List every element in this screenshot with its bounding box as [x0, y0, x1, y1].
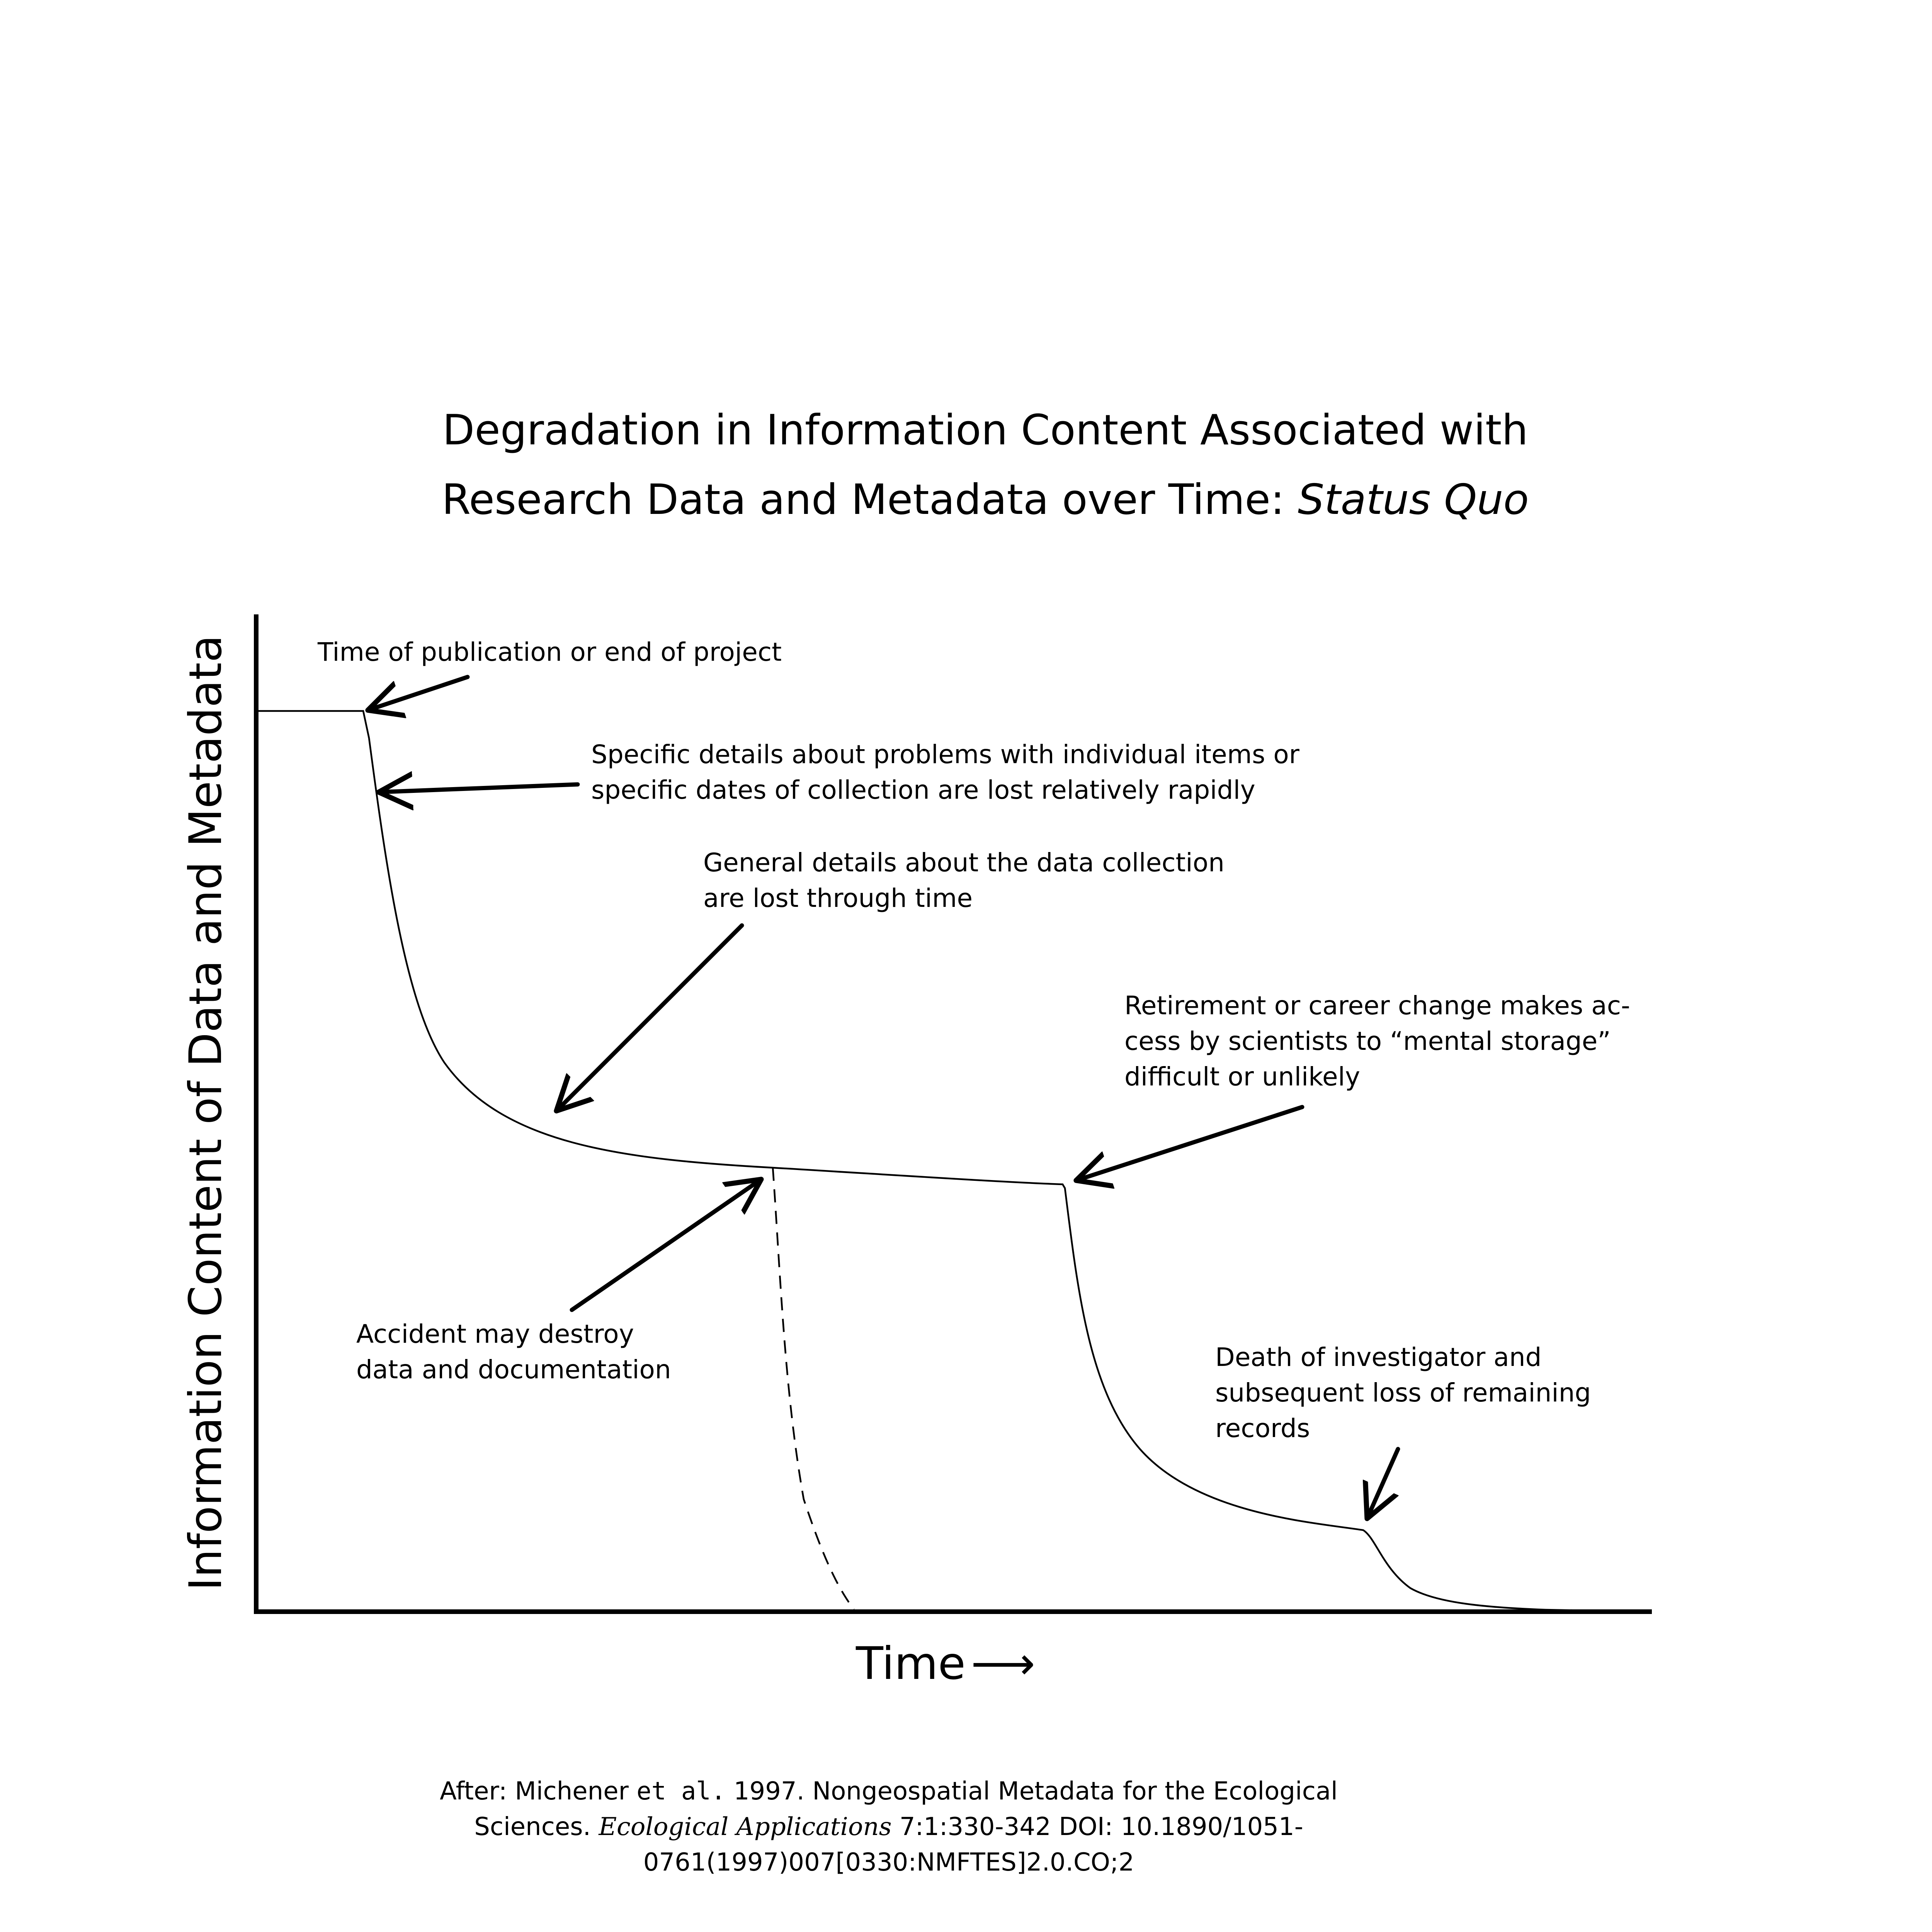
citation-etal: et al. [636, 1777, 726, 1806]
annotation-specific-line-1: Specific details about problems with individual items or [591, 740, 1299, 769]
arrow-accident [572, 1179, 761, 1310]
accident-dashed-curve [773, 1168, 854, 1609]
annotation-general-details [703, 848, 1233, 913]
citation-details: 7:1:330-342 DOI: 10.1890/1051-0761(1997)007[0330:NMFTES]2.0.CO;2 [643, 1813, 1303, 1877]
arrow-retirement [1076, 1107, 1302, 1180]
right-arrow-icon: ⟶ [971, 1638, 1036, 1690]
annotation-death-line-3: records [1215, 1413, 1310, 1443]
annotation-retirement-line-1: Retirement or career change makes ac- [1124, 991, 1630, 1020]
arrow-general-details [556, 925, 742, 1111]
title-line-2-text: Research Data and Metadata over Time: [442, 476, 1298, 524]
x-axis-label-text: Time [856, 1638, 966, 1690]
title-line-1: Degradation in Information Content Associated with [442, 406, 1528, 454]
arrow-specific-details [379, 784, 578, 792]
x-axis-label [855, 1638, 1035, 1690]
annotation-general-line-1: General details about the data collection [703, 848, 1225, 878]
annotation-accident-line-2: data and documentation [356, 1355, 671, 1384]
title-emphasis: Status Quo [1298, 476, 1529, 524]
y-axis-label: Information Content of Data and Metadata [180, 635, 232, 1591]
citation-journal: Ecological Applications [599, 1813, 892, 1841]
annotation-death [1215, 1342, 1599, 1443]
annotation-publication-line: Time of publication or end of project [318, 637, 782, 667]
citation-title: 1997. Nongeospatial Metadata for the Ecological Sciences. [474, 1777, 1338, 1841]
annotation-death-line-1: Death of investigator and [1215, 1342, 1542, 1372]
degradation-curve [256, 711, 1650, 1612]
annotation-specific-details [591, 740, 1308, 805]
annotation-accident-line-1: Accident may destroy [356, 1319, 634, 1349]
annotation-general-line-2: are lost through time [703, 883, 973, 913]
citation [406, 1774, 1372, 1880]
annotation-accident [356, 1319, 671, 1384]
annotation-specific-line-2: specific dates of collection are lost relatively rapidly [591, 775, 1255, 805]
citation-prefix: After: Michener [440, 1777, 637, 1806]
annotation-retirement [1124, 991, 1638, 1092]
annotation-retirement-line-3: difficult or unlikely [1124, 1062, 1361, 1092]
annotation-retirement-line-2: cess by scientists to “mental storage” [1124, 1026, 1611, 1056]
arrow-death [1367, 1449, 1398, 1519]
annotation-death-line-2: subsequent loss of remaining [1215, 1378, 1591, 1408]
title-line-2 [442, 476, 1529, 524]
annotation-publication [317, 637, 782, 667]
arrow-publication [368, 677, 468, 710]
